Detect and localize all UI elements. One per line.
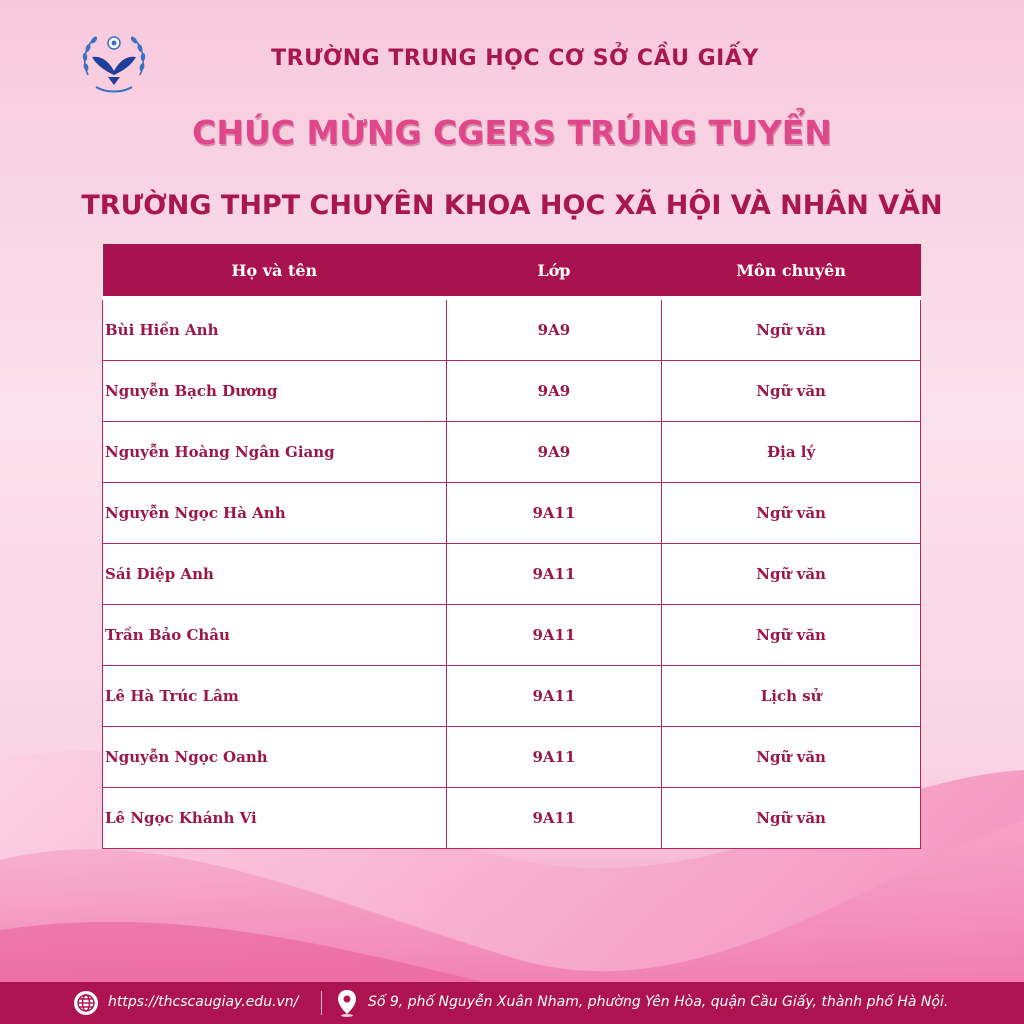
student-name-cell: Trần Bảo Châu	[103, 605, 447, 666]
target-school-title: TRƯỜNG THPT CHUYÊN KHOA HỌC XÃ HỘI VÀ NHÂN VĂN	[81, 190, 943, 221]
student-name-cell: Nguyễn Ngọc Oanh	[103, 727, 447, 788]
table-row	[103, 544, 921, 605]
class-cell: 9A11	[446, 605, 662, 666]
column-header-subject: Môn chuyên	[662, 244, 921, 298]
class-cell: 9A11	[446, 666, 662, 727]
footer-divider	[321, 991, 322, 1015]
subject-cell: Lịch sử	[662, 666, 921, 727]
school-emblem-icon	[78, 27, 150, 99]
globe-icon	[73, 990, 99, 1016]
subject-cell: Ngữ văn	[662, 727, 921, 788]
table-row	[103, 361, 921, 422]
footer-bar	[0, 982, 1024, 1024]
table-row	[103, 298, 921, 361]
address-text: Số 9, phố Nguyễn Xuân Nham, phường Yên Hòa, quận Cầu Giấy, thành phố Hà Nội.	[368, 994, 949, 1010]
table-row	[103, 605, 921, 666]
student-name-cell: Sái Diệp Anh	[103, 544, 447, 605]
class-cell: 9A11	[446, 483, 662, 544]
subject-cell: Ngữ văn	[662, 605, 921, 666]
student-name-cell: Lê Ngọc Khánh Vi	[103, 788, 447, 849]
class-cell: 9A11	[446, 727, 662, 788]
subject-cell: Ngữ văn	[662, 361, 921, 422]
table-row	[103, 727, 921, 788]
admission-table	[102, 244, 921, 849]
table-row	[103, 422, 921, 483]
subject-cell: Ngữ văn	[662, 298, 921, 361]
subject-cell: Ngữ văn	[662, 483, 921, 544]
student-name-cell: Nguyễn Ngọc Hà Anh	[103, 483, 447, 544]
student-name-cell: Nguyễn Hoàng Ngân Giang	[103, 422, 447, 483]
column-header-name: Họ và tên	[103, 244, 447, 298]
student-name-cell: Nguyễn Bạch Dương	[103, 361, 447, 422]
website-link[interactable]: https://thcscaugiay.edu.vn/	[108, 994, 299, 1010]
school-name: TRƯỜNG TRUNG HỌC CƠ SỞ CẦU GIẤY	[271, 46, 759, 71]
column-header-class: Lớp	[446, 244, 662, 298]
class-cell: 9A11	[446, 544, 662, 605]
class-cell: 9A11	[446, 788, 662, 849]
table-row	[103, 788, 921, 849]
table-row	[103, 666, 921, 727]
class-cell: 9A9	[446, 422, 662, 483]
location-pin-icon	[335, 988, 359, 1018]
table-row	[103, 483, 921, 544]
student-name-cell: Lê Hà Trúc Lâm	[103, 666, 447, 727]
congrats-title: CHÚC MỪNG CGERS TRÚNG TUYỂN	[192, 113, 832, 152]
table-header-row	[103, 244, 921, 298]
class-cell: 9A9	[446, 298, 662, 361]
subject-cell: Địa lý	[662, 422, 921, 483]
class-cell: 9A9	[446, 361, 662, 422]
admission-table-container	[102, 244, 921, 849]
subject-cell: Ngữ văn	[662, 788, 921, 849]
student-name-cell: Bùi Hiền Anh	[103, 298, 447, 361]
subject-cell: Ngữ văn	[662, 544, 921, 605]
